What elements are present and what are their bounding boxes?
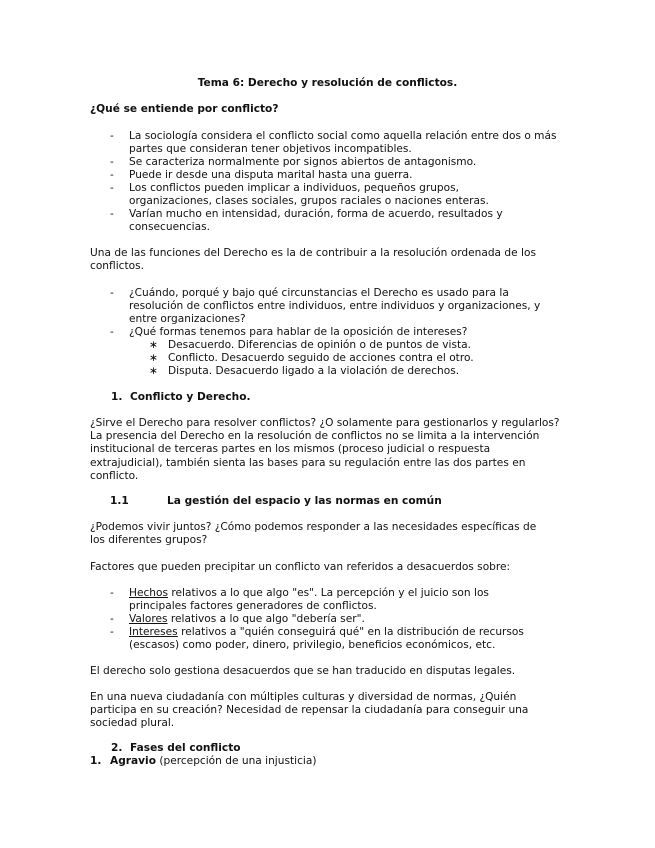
- item-text: relativos a lo que algo "es". La percepción y el juicio son los principales factores generadores de conflictos.: [129, 587, 489, 613]
- item-number: 1.: [90, 755, 102, 767]
- list-item: [129, 587, 529, 613]
- asterisk-bullet: ∗: [149, 339, 158, 351]
- sub-list-item: Conflicto. Desacuerdo seguido de acciones contra el otro.: [168, 352, 474, 364]
- paragraph: ¿Sirve el Derecho para resolver conflictos? ¿O solamente para gestionarlos y regularlos?La presencia del Derecho en la resolución de conflictos no se limita a la intervención institucional de terceras partes en los mismos (proceso judicial o respuesta extrajudicial), también sienta las bases para su regulación entre las dos partes en conflicto.: [90, 417, 560, 482]
- underlined-term: Hechos: [129, 587, 169, 599]
- dash-bullet: -: [110, 587, 114, 599]
- list-item: Se caracteriza normalmente por signos abiertos de antagonismo.: [129, 156, 477, 168]
- phase-term: Agravio: [110, 755, 156, 767]
- paragraph: Una de las funciones del Derecho es la de contribuir a la resolución ordenada de los conflictos.: [90, 247, 536, 273]
- list-item: [129, 626, 559, 652]
- phase-description: (percepción de una injusticia): [155, 755, 317, 767]
- dash-bullet: -: [110, 156, 114, 168]
- asterisk-bullet: ∗: [149, 352, 158, 364]
- section-heading: Conflicto y Derecho.: [130, 391, 251, 403]
- section-number: 2.: [111, 742, 123, 754]
- list-item: [129, 613, 559, 626]
- dash-bullet: -: [110, 130, 114, 142]
- item-text: relativos a lo que algo "debería ser".: [167, 613, 365, 625]
- subsection-number: 1.1: [110, 495, 129, 507]
- section-number: 1.: [111, 391, 123, 403]
- dash-bullet: -: [110, 613, 114, 625]
- paragraph: El derecho solo gestiona desacuerdos que se han traducido en disputas legales.: [90, 665, 516, 677]
- dash-bullet: -: [110, 208, 114, 220]
- list-item: ¿Qué formas tenemos para hablar de la oposición de intereses?: [129, 326, 468, 338]
- sub-list-item: Disputa. Desacuerdo ligado a la violación de derechos.: [168, 365, 460, 377]
- phase-item: [110, 755, 316, 768]
- question-heading: ¿Qué se entiende por conflicto?: [90, 103, 279, 115]
- document-title: Tema 6: Derecho y resolución de conflictos.: [197, 77, 458, 89]
- dash-bullet: -: [110, 169, 114, 181]
- dash-bullet: -: [110, 326, 114, 338]
- asterisk-bullet: ∗: [149, 365, 158, 377]
- dash-bullet: -: [110, 182, 114, 194]
- list-item: La sociología considera el conflicto social como aquella relación entre dos o más partes que consideran tener objetivos incompatibles.: [129, 130, 557, 156]
- underlined-term: Valores: [129, 613, 168, 625]
- sub-list-item: Desacuerdo. Diferencias de opinión o de puntos de vista.: [168, 339, 471, 351]
- item-text: relativos a "quién conseguirá qué" en la distribución de recursos (escasos) como poder, dinero, privilegio, beneficios económicos, etc.: [129, 626, 524, 652]
- list-item: Puede ir desde una disputa marital hasta una guerra.: [129, 169, 413, 181]
- dash-bullet: -: [110, 287, 114, 299]
- underlined-term: Intereses: [129, 626, 178, 638]
- subsection-heading: La gestión del espacio y las normas en común: [167, 495, 442, 507]
- list-item: Los conflictos pueden implicar a individuos, pequeños grupos, organizaciones, clases sociales, grupos raciales o naciones enteras.: [129, 182, 489, 208]
- list-item: ¿Cuándo, porqué y bajo qué circunstancias el Derecho es usado para la resolución de conflictos entre individuos, entre individuos y organizaciones, y entre organizaciones?: [129, 287, 541, 326]
- dash-bullet: -: [110, 626, 114, 638]
- paragraph: Factores que pueden precipitar un conflicto van referidos a desacuerdos sobre:: [90, 561, 511, 573]
- paragraph: ¿Podemos vivir juntos? ¿Cómo podemos responder a las necesidades específicas de los diferentes grupos?: [90, 521, 537, 547]
- list-item: Varían mucho en intensidad, duración, forma de acuerdo, resultados y consecuencias.: [129, 208, 503, 234]
- section-heading: Fases del conflicto: [130, 742, 241, 754]
- paragraph: En una nueva ciudadanía con múltiples culturas y diversidad de normas, ¿Quién participa en su creación? Necesidad de repensar la ciudadanía para conseguir una sociedad plural.: [90, 691, 529, 730]
